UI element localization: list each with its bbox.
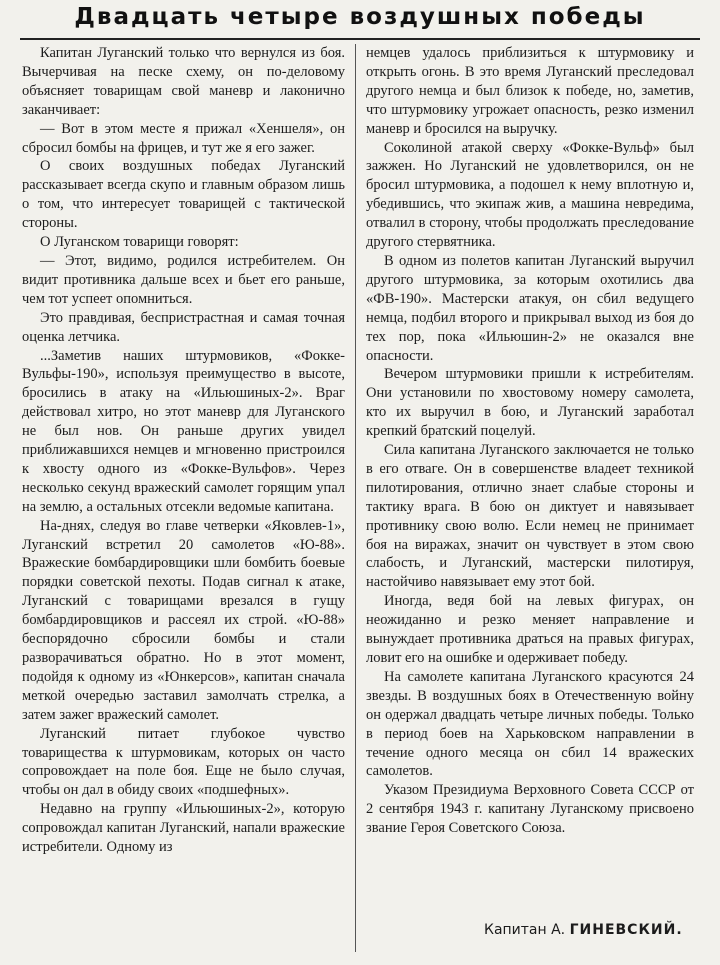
title-rule: [20, 38, 700, 40]
article-column-left: [22, 44, 345, 857]
author-signature: [484, 922, 683, 938]
article-column-right: [366, 44, 694, 838]
paragraph: Сила капитана Луганского заключается не только в его отваге. Он в совершенстве владеет техникой пилотирования, отлично знает слабые стороны и тактику врага. В бою он диктует и навязывает противнику свою волю. Если немец не принимает боя на виражах, значит он чувствует в этом свою слабость, и Луганский, мастерски пилотируя, настойчиво навязывает ему этот бой.: [366, 442, 694, 591]
paragraph: На-днях, следуя во главе четверки «Яковлев-1», Луганский встретил 20 самолетов «Ю-88». Вражеские бомбардировщики шли бомбить боевые порядки советской пехоты. Подав сигнал к атаке, Луганский с товарищами врезался в гущу бомбардировщиков и рассеял их строй. «Ю-88» беспорядочно сбросили бомбы и стали разворачиваться обратно. Но в этот момент, подойдя к одному из «Юнкерсов», капитан сначала меткой очередью заставил замолчать стрелка, а затем зажег вражеский самолет.: [22, 517, 345, 723]
paragraph: Указом Президиума Верховного Совета СССР от 2 сентября 1943 г. капитану Луганскому присвоено звание Героя Советского Союза.: [366, 782, 694, 837]
paragraph: — Вот в этом месте я прижал «Хеншеля», он сбросил бомбы на фрицев, и тут же я его зажег.: [22, 120, 345, 156]
author-rank: Капитан А.: [484, 922, 566, 938]
paragraph: Луганский питает глубокое чувство товарищества к штурмовикам, которых он часто сопровождает на поле боя. Еще не было случая, чтобы он дал в обиду своих «подшефных».: [22, 725, 345, 799]
paragraph: немцев удалось приблизиться к штурмовику и открыть огонь. В это время Луганский преследовал другого немца и был близок к победе, но, заметив, что штурмовику угрожает опасность, резко изменил маневр и бросился на выручку.: [366, 45, 694, 137]
paragraph: Это правдивая, беспристрастная и самая точная оценка летчика.: [22, 309, 345, 345]
article-title: Двадцать четыре воздушных победы: [74, 4, 646, 30]
paragraph: О Луганском товарищи говорят:: [40, 234, 239, 251]
paragraph: На самолете капитана Луганского красуются 24 звезды. В воздушных боях в Отечественную войну он одержал двадцать четыре личных победы. Только в период боев на Харьковском направлении в течение одного месяца он сбил 14 вражеских самолетов.: [366, 668, 694, 780]
author-name: ГИНЕВСКИЙ.: [569, 922, 683, 938]
paragraph: В одном из полетов капитан Луганский выручил другого штурмовика, за которым охотились два «ФВ-190». Мастерски атакуя, он сбил ведущего немца, подбил второго и прикрывал выход из боя до тех пор, пока «Ильюшин-2» не оказался вне опасности.: [366, 252, 694, 364]
paragraph: — Этот, видимо, родился истребителем. Он видит противника дальше всех и бьет его раньше, чем тот успеет опомниться.: [22, 252, 345, 307]
paragraph: О своих воздушных победах Луганский рассказывает всегда скупо и главным образом лишь о том, что интересует товарищей с тактической стороны.: [22, 158, 345, 232]
paragraph: Соколиной атакой сверху «Фокке-Вульф» был зажжен. Но Луганский не удовлетворился, он не бросил штурмовика, а подошел к нему вплотную и, убедившись, что экипаж жив, а машина невредима, отвалил в сторону, чтобы продолжать преследование другого стервятника.: [366, 139, 694, 251]
paragraph: Вечером штурмовики пришли к истребителям. Они установили по хвостовому номеру самолета, кто их выручил в бою, и Луганский заработал крепкий братский поцелуй.: [366, 366, 694, 440]
paragraph: ...Заметив наших штурмовиков, «Фокке-Вульфы-190», используя преимущество в высоте, бросились в атаку на «Ильюшиных-2». Враг действовал хитро, но этот маневр для Луганского не был нов. Он раньше других увидел приближавшихся немцев и мгновенно пристроился к хвосту одного из «Фокке-Вульфов». Через несколько секунд вражеский самолет горящим упал на землю, а остальных отсекли ведомые капитана.: [22, 347, 345, 515]
paragraph: Недавно на группу «Ильюшиных-2», которую сопровождал капитан Луганский, напали вражеские истребители. Одному из: [22, 801, 345, 856]
paragraph: Иногда, ведя бой на левых фигурах, он неожиданно и резко меняет направление и вынуждает противника драться на правых фигурах, ловит его на ошибке и одерживает победу.: [366, 593, 694, 666]
column-divider: [355, 44, 356, 952]
paragraph: Капитан Луганский только что вернулся из боя. Вычерчивая на песке схему, он по-деловому объясняет товарищам свой маневр и лаконично заканчивает:: [22, 45, 345, 118]
